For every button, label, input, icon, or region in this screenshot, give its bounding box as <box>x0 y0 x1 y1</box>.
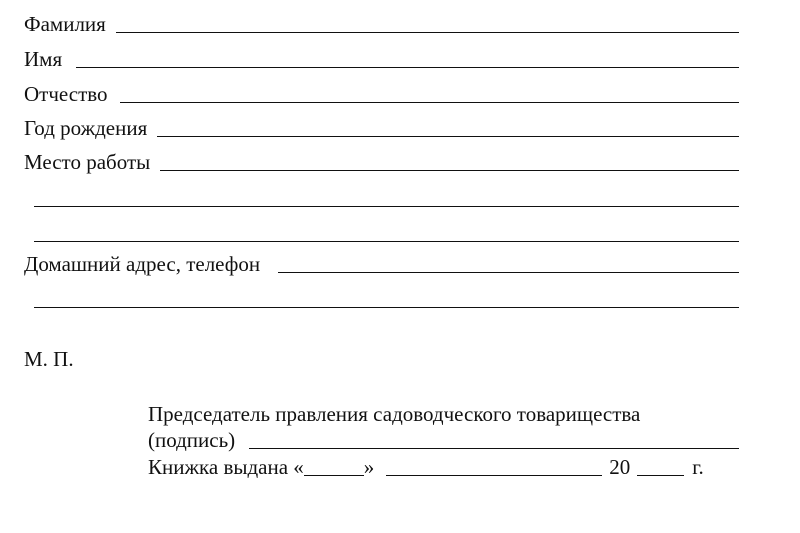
signature-row <box>148 430 739 451</box>
signature-field-line[interactable] <box>249 447 739 449</box>
year-suffix: г. <box>692 455 704 479</box>
name-field-line[interactable] <box>76 66 739 68</box>
workplace-extra-line-1[interactable] <box>34 205 739 207</box>
patronymic-label: Отчество <box>24 82 108 106</box>
issue-year-field-line[interactable] <box>637 474 684 476</box>
birth-year-label: Год рождения <box>24 116 148 140</box>
home-address-label: Домашний адрес, телефон <box>24 252 261 276</box>
name-row <box>24 49 739 70</box>
workplace-label: Место работы <box>24 150 151 174</box>
workplace-field-line[interactable] <box>160 169 739 171</box>
birth-year-field-line[interactable] <box>157 135 739 137</box>
workplace-row <box>24 152 739 173</box>
issue-month-field-line[interactable] <box>386 474 602 476</box>
surname-field-line[interactable] <box>116 31 739 33</box>
signature-label: (подпись) <box>148 428 236 452</box>
name-label: Имя <box>24 47 63 71</box>
chairman-title: Председатель правления садоводческого товарищества <box>148 402 641 426</box>
home-address-extra-line[interactable] <box>34 306 739 308</box>
year-prefix: 20 <box>609 455 631 479</box>
surname-row <box>24 14 739 35</box>
home-address-field-line[interactable] <box>278 271 739 273</box>
book-issued-row <box>148 457 704 478</box>
home-address-row <box>24 254 739 275</box>
stamp-place-label: М. П. <box>24 347 74 371</box>
workplace-extra-line-2[interactable] <box>34 240 739 242</box>
patronymic-row <box>24 84 739 105</box>
surname-label: Фамилия <box>24 12 106 36</box>
patronymic-field-line[interactable] <box>120 101 739 103</box>
quote-close: » <box>363 455 375 479</box>
book-issued-label: Книжка выдана « <box>148 455 304 479</box>
birth-year-row <box>24 118 739 139</box>
issue-day-field-line[interactable] <box>304 474 364 476</box>
